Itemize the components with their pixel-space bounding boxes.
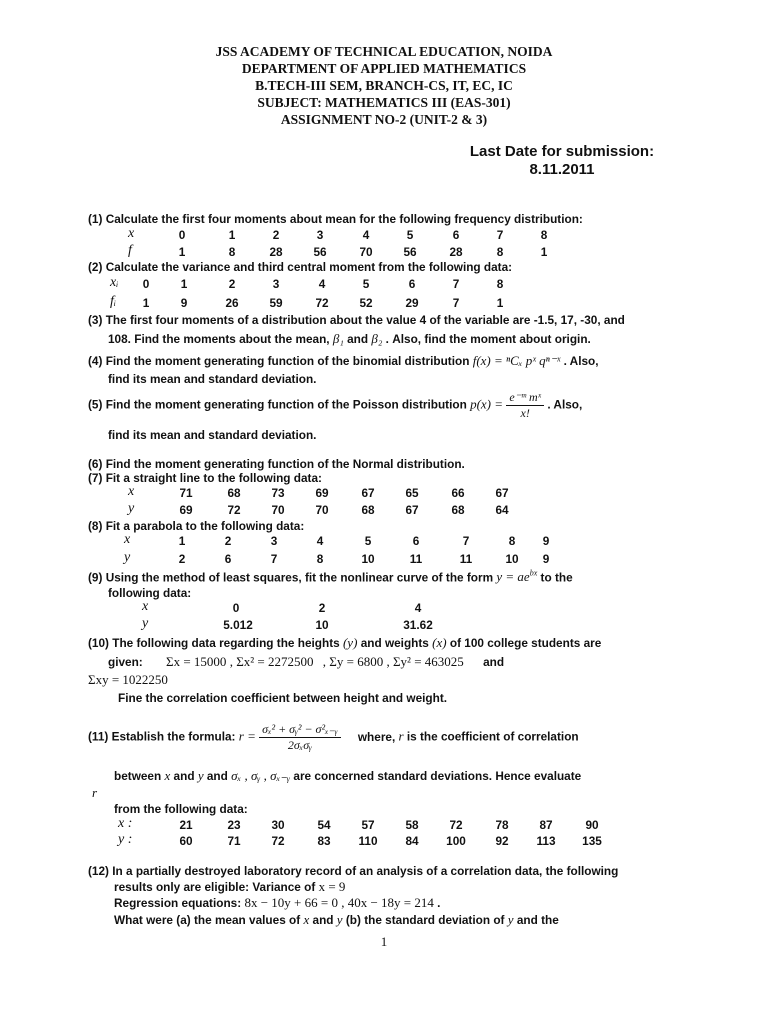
q8-x-cell: 2 [224,534,232,548]
q1-x-cell: 2 [272,228,280,242]
q5-line2: find its mean and standard deviation. [108,428,317,442]
q5-line1-text: (5) Find the moment generating function of the Poisson distribution [88,397,467,412]
q7-y-cell: 70 [271,503,285,517]
q9-x-cell: 4 [414,601,422,615]
q10-line2 [108,654,504,670]
q11-where: where, [357,729,396,744]
poisson-fraction [506,390,544,421]
q4-line1-end: . Also, [563,354,599,368]
heights-symbol: (y) [342,635,358,650]
y-symbol: y [197,768,204,783]
q2-f-cell: 1 [142,296,150,310]
q1-f-cell: 1 [540,245,548,259]
y-symbol-2: y [507,912,514,927]
q9-x-label: x [142,599,149,614]
q11-x-cell: 57 [361,818,375,832]
q7-y-label: y [128,501,135,516]
q1-f-cell: 70 [359,245,373,259]
q7-x-row [128,486,648,500]
q7-y-cell: 68 [361,503,375,517]
q11-y-cell: 83 [317,834,331,848]
q11-r-line [92,785,97,801]
q7-y-cell: 64 [495,503,509,517]
q11-y-label: y : [118,832,133,847]
q11-x-cell: 78 [495,818,509,832]
q7-y-cell: 70 [315,503,329,517]
q2-f-cell: 9 [180,296,188,310]
q11-y-cell: 71 [227,834,241,848]
q7-text: (7) Fit a straight line to the following data: [88,471,322,485]
q12-line4-end: and the [516,913,559,927]
q8-x-cell: 8 [508,534,516,548]
q2-x-cell: 3 [272,277,280,291]
due-label: Last Date for submission: [469,143,655,160]
q1-x-cell: 4 [362,228,370,242]
sum-xy: Σxy = 1022250 [88,672,168,687]
page-number: 1 [380,934,388,949]
q11-y-cell: 135 [582,834,602,848]
y-symbol: y [336,912,343,927]
q7-y-cell: 68 [451,503,465,517]
q9-x-cell: 0 [232,601,240,615]
q3-and: and [347,332,369,346]
q12-line4-mid: (b) the standard deviation of [345,913,505,927]
q2-x-label: xᵢ [110,275,119,290]
regression-equations: 8x − 10y + 66 = 0 , 40x − 18y = 214 [244,895,434,910]
exp-curve-exponent: bx [529,569,538,578]
q8-y-row [124,552,684,566]
q11-x-cell: 72 [449,818,463,832]
poisson-numerator: e⁻ᵐ mˣ [506,390,544,406]
q1-f-cell: 1 [178,245,186,259]
q10-given: given: [108,655,143,669]
poisson-denominator: x! [520,406,530,420]
q11-y-cell: 100 [446,834,466,848]
q4-line2: find its mean and standard deviation. [108,372,317,386]
q8-text: (8) Fit a parabola to the following data: [88,519,305,533]
q11-x-cell: 58 [405,818,419,832]
q9-line1-text: (9) Using the method of least squares, fit the nonlinear curve of the form [88,570,494,585]
q11-line2-end: are concerned standard deviations. Hence evaluate [293,769,582,783]
q7-x-cell: 65 [405,486,419,500]
q9-y-cell: 31.62 [403,618,433,632]
weights-symbol: (x) [432,635,447,650]
q8-x-cell: 4 [316,534,324,548]
formula-lhs: r = [238,728,256,744]
q7-x-label: x [128,484,135,499]
binomial-formula: f(x) = ⁿCₓ pˣ qⁿ⁻ˣ [472,353,561,368]
q11-line3: from the following data: [114,802,248,816]
q4-line1-text: (4) Find the moment generating function of the binomial distribution [88,354,470,368]
assignment-title: ASSIGNMENT NO-2 (UNIT-2 & 3) [280,112,488,127]
q11-x-cell: 87 [539,818,553,832]
sum-y: , Σy = 6800 [322,654,384,669]
q12-and: and [312,913,334,927]
beta2-symbol: β₂ [371,331,383,346]
q8-y-cell: 10 [361,552,375,566]
q7-x-cell: 67 [495,486,509,500]
q1-x-cell: 3 [316,228,324,242]
sigma-symbols: σₓ , σᵧ , σₓ₋ᵧ [231,768,291,783]
q11-y-cell: 110 [358,834,378,848]
q1-f-cell: 56 [403,245,417,259]
q9-line2: following data: [108,586,192,600]
q11-y-cell: 92 [495,834,509,848]
poisson-lhs: p(x) = [470,396,504,412]
q2-f-cell: 26 [225,296,239,310]
q4-line1 [88,353,599,369]
q7-y-cell: 72 [227,503,241,517]
x-symbol: x [303,912,310,927]
q11-line1-end: is the coefficient of correlation [406,729,579,744]
q8-y-cell: 11 [459,552,473,566]
q10-line1-mid: and weights [360,636,429,650]
q8-x-cell: 5 [364,534,372,548]
q8-y-cell: 2 [178,552,186,566]
q8-x-cell: 9 [542,534,550,548]
q8-x-cell: 6 [412,534,420,548]
q2-text: (2) Calculate the variance and third central moment from the following data: [88,260,513,274]
q1-x-label: x [128,226,135,241]
q8-x-label: x [124,532,131,547]
sum-y-squared: , Σy² = 463025 [386,654,464,669]
q8-y-cell: 6 [224,552,232,566]
correlation-denominator: 2σₓσᵧ [287,738,312,752]
q1-x-cell: 7 [496,228,504,242]
q7-x-cell: 67 [361,486,375,500]
q9-line1-end: to the [540,570,573,585]
q2-x-cell: 0 [142,277,150,291]
r-symbol: r [398,728,404,744]
q5-line1-end: . Also, [547,397,583,412]
q11-x-row [118,818,678,832]
q2-x-row [110,277,690,291]
q7-y-cell: 67 [405,503,419,517]
q11-y-cell: 113 [536,834,556,848]
q1-f-cell: 28 [449,245,463,259]
q8-y-label: y [124,550,131,565]
q1-f-row [128,245,688,259]
q2-f-cell: 29 [405,296,419,310]
q2-f-row [110,296,690,310]
q12-line2-text: results only are eligible: Variance of [114,880,316,894]
q11-y-cell: 60 [179,834,193,848]
q2-x-cell: 1 [180,277,188,291]
q8-y-cell: 7 [270,552,278,566]
q10-line2b [88,672,168,688]
q2-f-cell: 59 [269,296,283,310]
q8-y-cell: 11 [409,552,423,566]
q2-x-cell: 4 [318,277,326,291]
q11-y-row [118,834,678,848]
q1-x-cell: 5 [406,228,414,242]
q10-line1-end: of 100 college students are [449,636,602,650]
q12-line3 [114,895,440,911]
q12-line4 [114,912,559,928]
q9-x-row [142,601,462,615]
sum-x-squared: , Σx² = 2272500 [229,654,314,669]
department-name: DEPARTMENT OF APPLIED MATHEMATICS [241,61,527,76]
q7-y-row [128,503,648,517]
q2-x-cell: 7 [452,277,460,291]
q1-f-cell: 8 [496,245,504,259]
q6-text: (6) Find the moment generating function of the Normal distribution. [88,457,465,471]
q3-line2-end: . Also, find the moment about origin. [385,332,591,346]
q7-y-cell: 69 [179,503,193,517]
q8-y-cell: 9 [542,552,550,566]
q8-y-cell: 8 [316,552,324,566]
q11-line2 [114,768,581,784]
q7-x-cell: 71 [179,486,193,500]
beta1-symbol: β₁ [332,331,344,346]
q12-dot: . [437,896,441,910]
q7-x-cell: 66 [451,486,465,500]
q2-f-cell: 72 [315,296,329,310]
correlation-numerator: σₓ² + σᵧ² − σ²ₓ₋ᵧ [259,722,340,738]
q11-and1: and [173,769,195,783]
q1-f-cell: 56 [313,245,327,259]
exp-curve-base: y = ae [496,569,530,585]
q11-x-cell: 54 [317,818,331,832]
q12-line2 [114,879,345,895]
q10-line1-text: (10) The following data regarding the heights [88,636,340,650]
q11-x-cell: 23 [227,818,241,832]
q11-x-cell: 30 [271,818,285,832]
q1-text: (1) Calculate the first four moments about mean for the following frequency distribution: [88,212,583,226]
q5-line1 [88,390,582,421]
q8-x-cell: 7 [462,534,470,548]
r-symbol-2: r [92,785,98,800]
q1-f-label: f [128,243,132,258]
q9-y-cell: 5.012 [223,618,253,632]
subject-info: SUBJECT: MATHEMATICS III (EAS-301) [257,95,511,110]
q11-x-label: x : [118,816,133,831]
due-date: 8.11.2011 [529,161,595,178]
q8-x-row [124,534,684,548]
institute-name: JSS ACADEMY OF TECHNICAL EDUCATION, NOIDA [215,44,553,59]
q10-line3: Fine the correlation coefficient between height and weight. [118,691,448,705]
q3-line2-text: 108. Find the moments about the mean, [108,332,330,346]
q8-y-cell: 10 [505,552,519,566]
q2-x-cell: 5 [362,277,370,291]
q2-f-cell: 1 [496,296,504,310]
q8-x-cell: 3 [270,534,278,548]
q1-x-cell: 1 [228,228,236,242]
sum-x: Σx = 15000 [166,654,227,669]
q8-x-cell: 1 [178,534,186,548]
q1-x-cell: 6 [452,228,460,242]
q12-line1: (12) In a partially destroyed laboratory record of an analysis of a correlation data, the following [88,864,619,878]
q11-y-cell: 72 [271,834,285,848]
q1-x-cell: 8 [540,228,548,242]
q3-line2 [108,331,591,347]
q7-x-cell: 73 [271,486,285,500]
q11-and2: and [206,769,228,783]
q10-line1 [88,635,601,651]
q1-f-cell: 28 [269,245,283,259]
q2-x-cell: 8 [496,277,504,291]
q12-line4-text: What were (a) the mean values of [114,913,301,927]
x-symbol: x [164,768,171,783]
q11-between: between [114,769,162,783]
q9-y-cell: 10 [315,618,329,632]
q2-x-cell: 6 [408,277,416,291]
correlation-fraction [259,722,340,753]
q12-regression-label: Regression equations: [114,896,242,910]
q1-x-cell: 0 [178,228,186,242]
q9-y-label: y [142,616,149,631]
q1-f-cell: 8 [228,245,236,259]
q11-y-cell: 84 [405,834,419,848]
exp-curve-formula [496,569,537,584]
q7-x-cell: 68 [227,486,241,500]
q11-x-cell: 21 [179,818,193,832]
q11-x-cell: 90 [585,818,599,832]
q2-f-label: fᵢ [110,294,117,309]
q11-line1 [88,722,579,753]
q10-and: and [483,655,505,669]
q9-y-row [142,618,462,632]
q7-x-cell: 69 [315,486,329,500]
q2-f-cell: 52 [359,296,373,310]
q2-x-cell: 2 [228,277,236,291]
q3-line1: (3) The first four moments of a distribution about the value 4 of the variable are -1.5, 17, -30, and [88,313,625,327]
q1-x-row [128,228,688,242]
q9-x-cell: 2 [318,601,326,615]
variance-value: x = 9 [318,879,346,894]
course-info: B.TECH-III SEM, BRANCH-CS, IT, EC, IC [255,78,513,93]
q2-f-cell: 7 [452,296,460,310]
q9-line1 [88,569,573,585]
q11-line1-text: (11) Establish the formula: [88,729,236,744]
